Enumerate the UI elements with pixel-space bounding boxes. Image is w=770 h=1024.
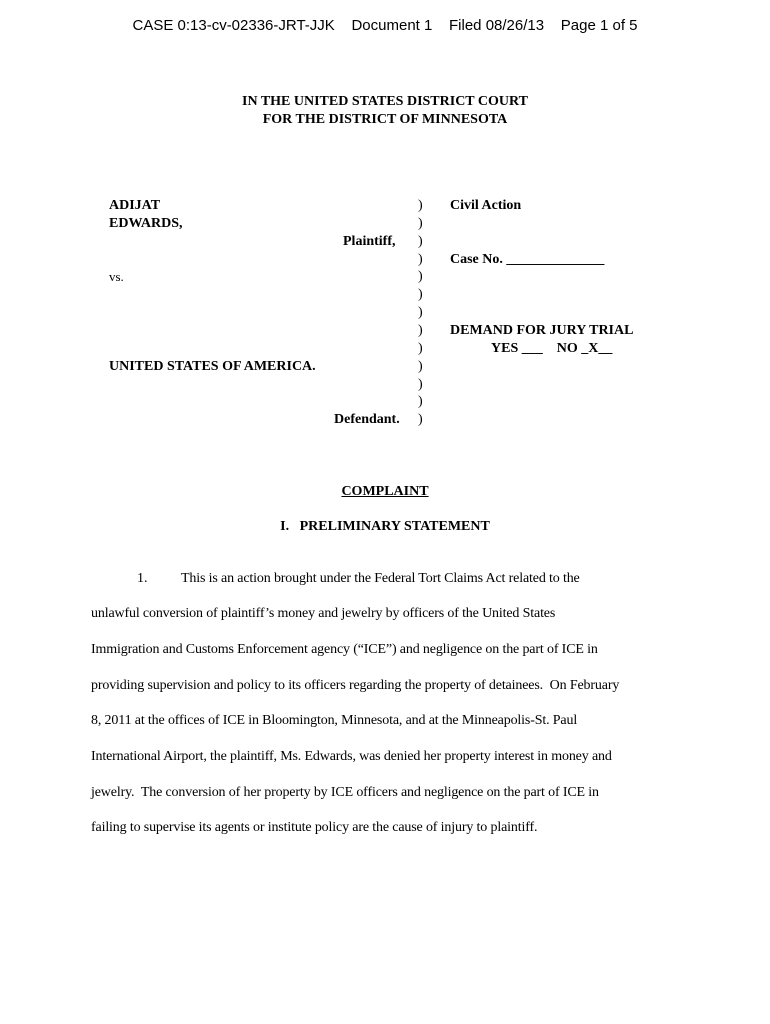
section-heading: I. PRELIMINARY STATEMENT [280,519,490,534]
caption-divider: ) [418,216,423,231]
defendant-name: UNITED STATES OF AMERICA. [109,359,316,374]
caption-divider: ) [418,305,423,320]
caption-divider: ) [418,377,423,392]
versus: vs. [109,269,124,284]
paragraph-line: unlawful conversion of plaintiff’s money and jewelry by officers of the United States [91,606,556,621]
paragraph-line: This is an action brought under the Federal Tort Claims Act related to the [181,571,580,586]
court-name: IN THE UNITED STATES DISTRICT COURT [242,94,528,109]
caption-divider: ) [418,198,423,213]
complaint-title: COMPLAINT [341,484,429,499]
paragraph-number: 1. [137,571,148,586]
caption-divider: ) [418,359,423,374]
paragraph-line: Immigration and Customs Enforcement agency (“ICE”) and negligence on the part of ICE in [91,642,598,657]
paragraph-line: International Airport, the plaintiff, Ms. Edwards, was denied her property interest in money and [91,749,612,764]
paragraph-line: 8, 2011 at the offices of ICE in Bloomington, Minnesota, and at the Minneapolis-St. Paul [91,713,578,728]
caption-divider: ) [418,252,423,267]
defendant-role: Defendant. [334,412,400,427]
civil-action-label: Civil Action [450,198,522,213]
page-header [0,17,770,34]
paragraph-line: jewelry. The conversion of her property by ICE officers and negligence on the part of ICE in [91,785,599,800]
caption-divider: ) [418,323,423,338]
case-number-field: Case No. ______________ [450,252,605,267]
plaintiff-name-line2: EDWARDS, [109,216,183,231]
plaintiff-name-line1: ADIJAT [109,198,161,213]
document-number: Document 1 [351,17,433,34]
caption-divider: ) [418,234,423,249]
caption-divider: ) [418,394,423,409]
caption-divider: ) [418,412,423,427]
caption-divider: ) [418,287,423,302]
caption-divider: ) [418,341,423,356]
paragraph-line: providing supervision and policy to its officers regarding the property of detainees. On February [91,678,620,693]
filed-date: Filed 08/26/13 [449,17,545,34]
section-heading-row [0,517,770,535]
court-district: FOR THE DISTRICT OF MINNESOTA [262,112,508,127]
jury-options: YES ___ NO _X__ [491,341,613,356]
page-number: Page 1 of 5 [560,17,638,34]
paragraph-line: failing to supervise its agents or institute policy are the cause of injury to plaintiff. [91,820,538,835]
case-number: CASE 0:13-cv-02336-JRT-JJK [132,17,335,34]
caption-divider: ) [418,269,423,284]
complaint-title-row [0,482,770,500]
jury-demand-label: DEMAND FOR JURY TRIAL [450,323,634,338]
plaintiff-role: Plaintiff, [343,234,396,249]
